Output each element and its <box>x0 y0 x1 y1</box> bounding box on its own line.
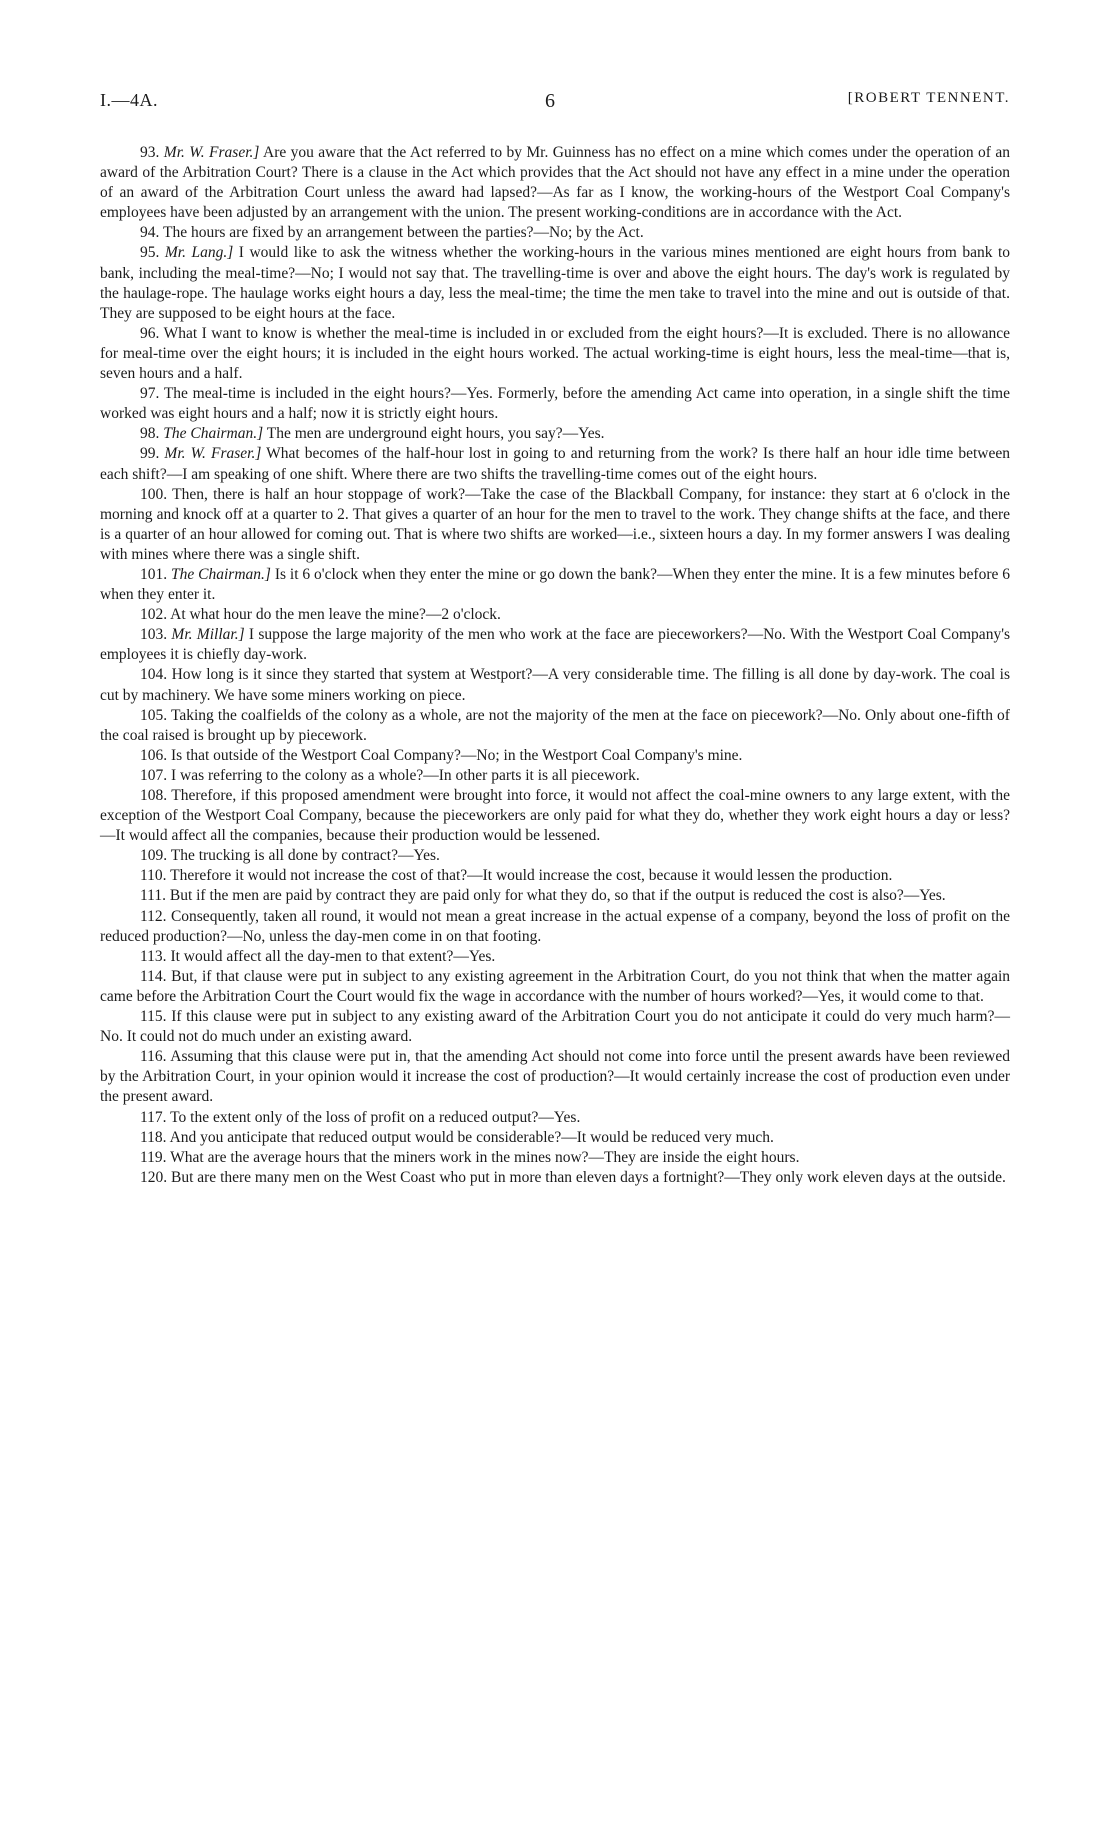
page-header <box>100 90 1010 120</box>
question-paragraph <box>100 1047 1010 1107</box>
question-number: 99. <box>140 445 160 463</box>
question-text: I was referring to the colony as a whole?—In other parts it is all piecework. <box>171 766 640 784</box>
question-number: 95. <box>140 244 160 262</box>
question-number: 110. <box>140 867 167 885</box>
question-number: 120. <box>140 1168 168 1186</box>
question-number: 105. <box>140 706 168 724</box>
question-paragraph <box>100 424 1010 444</box>
question-number: 97. <box>140 385 160 403</box>
question-number: 113. <box>140 947 167 965</box>
question-number: 102. <box>140 606 168 624</box>
question-paragraph <box>100 605 1010 625</box>
question-text: To the extent only of the loss of profit on a reduced output?—Yes. <box>170 1108 581 1126</box>
question-text: Assuming that this clause were put in, that the amending Act should not come into force until the present awards have been reviewed by the Arbitration Court, in your opinion would it increase the cost of production?—It would certainly increase the cost of production even under the present award. <box>100 1048 1010 1106</box>
question-paragraph <box>100 947 1010 967</box>
question-number: 115. <box>140 1008 167 1026</box>
question-paragraph <box>100 625 1010 665</box>
question-number: 111. <box>140 887 166 905</box>
question-paragraph <box>100 143 1010 223</box>
question-number: 109. <box>140 847 168 865</box>
question-number: 116. <box>140 1048 167 1066</box>
question-text: I would like to ask the witness whether the working-hours in the various mines mentioned are eight hours from bank to bank, including the meal-time?—No; I would not say that. The travelling-time is over and above the eight hours. The day's work is regulated by the haulage-rope. The haulage works eight hours a day, less the meal-time; the time the men take to travel into the mine and out is outside of that. They are supposed to be eight hours at the face. <box>100 244 1011 322</box>
question-paragraph <box>100 1007 1010 1047</box>
speaker-name: The Chairman.] <box>171 565 271 583</box>
question-text: How long is it since they started that system at Westport?—A very considerable time. The filling is all done by day-work. The coal is cut by machinery. We have some miners working on piece. <box>100 666 1010 704</box>
question-text: Is it 6 o'clock when they enter the mine or go down the bank?—When they enter the mine. It is a few minutes before 6 when they enter it. <box>100 565 1011 604</box>
question-paragraph <box>100 444 1010 484</box>
question-text: Then, there is half an hour stoppage of work?—Take the case of the Blackball Company, for instance: they start at 6 o'clock in the morning and knock off at a quarter to 2. That gives a quarter of an hour for the men to travel to the work. They change shifts at the face, and there is a quarter of an hour allowed for coming out. That is where two shifts are worked—i.e., sixteen hours a day. In my former answers I was dealing with mines where there was a single shift. <box>100 485 1010 563</box>
question-text: But if the men are paid by contract they are paid only for what they do, so that if the output is reduced the cost is also?—Yes. <box>169 887 946 905</box>
question-paragraph <box>100 485 1010 565</box>
question-number: 94. <box>140 224 160 242</box>
witness-name: [ROBERT TENNENT. <box>847 90 1010 106</box>
page-number: 6 <box>545 90 555 112</box>
question-paragraph <box>100 1108 1010 1128</box>
question-number: 104. <box>140 666 168 684</box>
question-text: What becomes of the half-hour lost in going to and returning from the work? Is there half an hour idle time between each shift?—I am speaking of one shift. Where there are two shifts the travelling-time comes out of the eight hours. <box>100 445 1010 483</box>
question-text: I suppose the large majority of the men who work at the face are pieceworkers?—No. With the Westport Coal Company's employees it is chiefly day-work. <box>100 626 1011 664</box>
question-text: The men are underground eight hours, you say?—Yes. <box>266 425 605 443</box>
question-paragraph <box>100 866 1010 886</box>
question-number: 119. <box>140 1148 167 1166</box>
question-text: At what hour do the men leave the mine?—2 o'clock. <box>170 606 501 624</box>
question-paragraph <box>100 967 1010 1007</box>
question-text: It would affect all the day-men to that extent?—Yes. <box>170 947 496 965</box>
question-paragraph <box>100 766 1010 786</box>
question-text: But are there many men on the West Coast who put in more than eleven days a fortnight?—They only work eleven days at the outside. <box>171 1168 1006 1186</box>
speaker-name: The Chairman.] <box>163 425 264 443</box>
question-number: 114. <box>140 967 167 985</box>
question-text: The trucking is all done by contract?—Yes. <box>170 847 440 865</box>
question-paragraph <box>100 886 1010 906</box>
question-text: Is that outside of the Westport Coal Company?—No; in the Westport Coal Company's mine. <box>171 746 743 764</box>
question-paragraph <box>100 706 1010 746</box>
document-reference: I.—4A. <box>100 90 158 110</box>
question-number: 108. <box>140 787 168 804</box>
speaker-name: Mr. Lang.] <box>164 244 234 262</box>
question-text: Taking the coalfields of the colony as a whole, are not the majority of the men at the face on piecework?—No. Only about one-fifth of the coal raised is brought up by piecework. <box>100 706 1010 744</box>
question-paragraph <box>100 1148 1010 1168</box>
question-paragraph <box>100 746 1010 766</box>
question-paragraph <box>100 907 1010 947</box>
question-text: But, if that clause were put in subject to any existing agreement in the Arbitration Court, do you not think that when the matter again came before the Arbitration Court the Court would fix the wage in accordance with the number of hours worked?—Yes, it would come to that. <box>100 967 1011 1005</box>
question-paragraph <box>100 665 1010 705</box>
question-text: The meal-time is included in the eight hours?—Yes. Formerly, before the amending Act came into operation, in a single shift the time worked was eight hours and a half; now it is strictly eight hours. <box>100 385 1010 423</box>
question-paragraph <box>100 786 1010 846</box>
question-number: 100. <box>140 485 168 503</box>
question-number: 98. <box>140 425 160 443</box>
question-text: Therefore it would not increase the cost of that?—It would increase the cost, because it would lessen the production. <box>170 867 893 885</box>
question-paragraph <box>100 223 1010 243</box>
question-number: 107. <box>140 766 168 784</box>
speaker-name: Mr. W. Fraser.] <box>164 445 262 463</box>
question-number: 117. <box>140 1108 167 1126</box>
question-number: 93. <box>140 144 160 161</box>
document-body <box>100 143 1010 1188</box>
question-text: What I want to know is whether the meal-time is included in or excluded from the eight hours?—It is excluded. There is no allowance for meal-time over the eight hours; it is included in the eight hours worked. The actual working-time is eight hours, less the meal-time—that is, seven hours and a half. <box>100 324 1010 383</box>
question-text: If this clause were put in subject to any existing award of the Arbitration Court you do not anticipate it could do very much harm?—No. It could not do much under an existing award. <box>100 1008 1010 1046</box>
question-paragraph <box>100 384 1010 424</box>
speaker-name: Mr. Millar.] <box>171 626 245 644</box>
question-paragraph <box>100 1168 1010 1188</box>
question-paragraph <box>100 1128 1010 1148</box>
question-text: Are you aware that the Act referred to by Mr. Guinness has no effect on a mine which comes under the operation of an award of the Arbitration Court? There is a clause in the Act which provides that the Act should not have any effect in a mine under the operation of an award of the Arbitration Court unless the award had lapsed?—As far as I know, the working-hours of the Westport Coal Company's employees have been adjusted by an arrangement with the union. The present working-conditions are in accordance with the Act. <box>100 144 1010 222</box>
question-paragraph <box>100 846 1010 866</box>
question-text: What are the average hours that the miners work in the mines now?—They are inside the eight hours. <box>170 1148 800 1166</box>
speaker-name: Mr. W. Fraser.] <box>163 144 260 161</box>
question-paragraph <box>100 565 1010 605</box>
question-number: 112. <box>140 907 167 925</box>
question-number: 103. <box>140 626 168 644</box>
question-text: Consequently, taken all round, it would not mean a great increase in the actual expense of a company, beyond the loss of profit on the reduced production?—No, unless the day-men come in on that footing. <box>100 907 1011 945</box>
question-text: Therefore, if this proposed amendment were brought into force, it would not affect the coal-mine owners to any large extent, with the exception of the Westport Coal Company, because the pieceworkers are only paid for what they do, whether they work eight hours a day or less?—It would affect all the companies, because their production would be lessened. <box>100 787 1010 845</box>
question-text: The hours are fixed by an arrangement between the parties?—No; by the Act. <box>162 224 644 242</box>
question-number: 96. <box>140 324 160 342</box>
question-paragraph <box>100 243 1010 323</box>
question-text: And you anticipate that reduced output would be considerable?—It would be reduced very much. <box>169 1128 774 1146</box>
question-number: 101. <box>140 565 168 583</box>
question-paragraph <box>100 324 1010 384</box>
question-number: 118. <box>140 1128 167 1146</box>
question-number: 106. <box>140 746 168 764</box>
